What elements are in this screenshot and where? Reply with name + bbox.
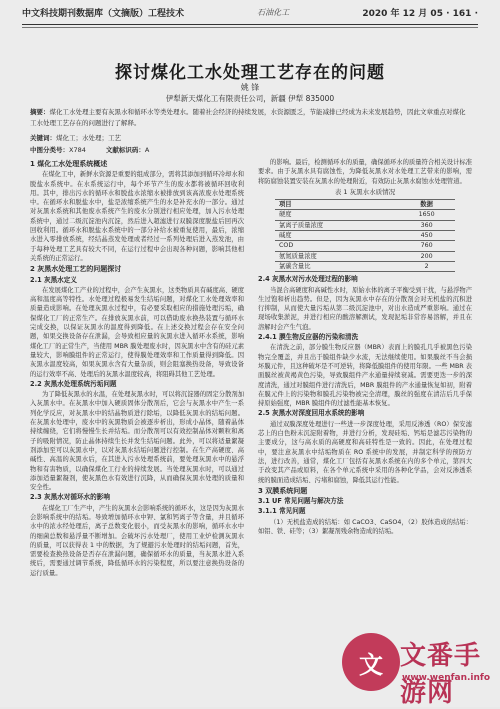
keywords-text: 煤化工；水处理；工艺 [56,134,121,142]
clc-label: 中图分类号： [30,146,69,154]
body-column-left [30,158,244,686]
section-heading: 2.1 灰黑水定义 [30,275,77,284]
abstract-text: 煤化工水处理主要有灰黑水和循环水等类处理水。随着社会经济的持续发展，水资源匮乏，节能减排已经成为未来发展趋势，因此文章重点对煤化工水处理工艺存在的问题进行了解释。 [30,108,466,127]
section-heading: 3.1 UF 常见问题与解决方法 [258,497,344,506]
clc-number [30,145,86,154]
body-paragraph: 在煤化工厂生产中，产生的灰黑水会影响系统的循环水，这是因为灰黑水会影响系统中的结垢。导致增加循环水中钾、氯和钙离子等含量，并且循环水中的浓水经处理后，离子总数变化很小，而受灰黑水的影响，循环水水中的细菌总数和悬浮量不断增加。会破坏污水处理厂，使用工业炉检测灰黑水的质量，可以获得表 1 中的数据，为了规避污水处理时的结垢问题，首先，需要检查换热设备是否存在泄漏问题，确保循环水的质量，当灰黑水进入系统后，需要通过调节系统，降低循环水的污染程度，所以要注意换热设备的运行质量。 [30,504,244,577]
table-header-value: 数据 [398,200,455,210]
body-paragraph: 在清洗之前，部分膜生物反应器（MBR）表面上的膜孔几乎被黑色污染物完全覆盖，并且出于膜组件缺少水流，无法继续使用。如果膜丝不当会损坏膜元件，且这种破坏是不可逆转，将降低膜组件的使用年限。一些 MBR 表面膜丝被黄褐黄色污染，导致膜组件产水通量持续衰减。需要更迭一步的深度清洗，通过对膜组件进行清洗后，MBR 膜组件的产水通量恢复如初，附着在膜元件上的污染物和膜孔污染物被完全清理，膜丝的强度在清洁后几乎保持原始强度，MBR 膜组件的过滤性能基本恢复。 [258,344,472,408]
body-paragraph: 当混合高硬度和高碱性水时，原始水体的离子平衡受到干扰，与悬浮物产生过饱和析出趋势。但是，因为灰黑水中存在的分散剂会对无机盐的沉积进行抑制，从而使大量污垢从第二级沉淀池中，对出水造成严重影响。通过在现场收集淤泥，并进行相应的酸溶解测试，发现泥垢非常容易溶解，并且在溶解时会产生气泡。 [258,286,472,331]
water-quality-table [275,199,455,272]
doc-label: 文献标识码： [105,146,145,154]
table-cell-value: 2 [398,261,455,271]
table-cell-value: 200 [398,251,455,261]
table-cell-item: COD [275,241,398,251]
section-heading: 2 灰黑水处理工艺的问题探讨 [30,265,122,274]
table-body [275,210,455,272]
section-heading: 2.2 灰黑水处理系统污垢问题 [30,379,117,388]
table-row [275,220,455,230]
section-heading: 3.1.1 常见问题 [258,507,306,516]
section-name: 石油化工 [257,7,290,17]
clc-value: X784 [69,146,86,154]
watermark-name: 文番手游网 [400,641,482,708]
body-paragraph: 在煤化工中，新鲜水资源是重要的组成部分，需将其添加到循环冷却水和脱盐水系统中。在水系统运行中，每个环节产生的废水都将被循环回收利用。其中，排出污水的循环水和脱盐水浓缩水被排放到该高浓废水处理系统中。在循环水和脱盐水中，盐是浓缩系统产生的水是补充水的一部分。通过对灰黑水系统和其他废水系统产生的废水分别进行相应处理，加入污水处理系统中，通过二级沉淀池内沉淀，然后进入超滤进行双膜深度脱盐后回再次回收利用。循环水和脱盐水系统中的一部分补给水被重复使用，最后，浓缩水进入零排放系统，经结晶蒸发处理或者经过一系列处理后进入蒸发池，由于每种处理工艺具有较大不同，在运行过程中会出现各种问题，影响其他相关系统的正常运行。 [30,171,244,262]
watermark-url: www.wenfan.info [402,673,491,683]
keywords [30,133,470,142]
section-heading: 3 双膜系统问题 [258,486,308,495]
section-heading: 2.3 灰黑水对循环水的影响 [30,493,110,502]
issue-date-page: 2020 年 12 月 05 · 161 · [362,8,478,19]
header-rule [22,24,478,25]
table-row [275,231,455,241]
abstract [30,107,470,128]
document-code [106,145,149,154]
journal-name: 中文科技期刊数据库（文摘版）工程技术 [22,8,185,19]
table-row [275,261,455,271]
body-paragraph: 的影响。最后，检测循环水的质量，确保循环水的质量符合相关设计标准要求。由于灰黑水具有腐蚀性，为降低灰黑水对水处理工艺带来的影响，需将防腐蚀装置安装在灰黑水的处理附近，有效防止灰黑水腐蚀水处理管道。 [258,159,472,185]
classification-line [30,145,470,154]
right-column-body [258,275,472,536]
section-heading: 2.4 灰黑水对污水处理过程的影响 [258,275,358,284]
section-heading: 2.5 灰黑水对深度回用水系统的影响 [258,409,365,418]
section-heading: 1 煤化工水处理系统概述 [30,160,108,168]
author-affiliation: 伊犁新天煤化工有限责任公司，新疆 伊犁 835000 [165,94,335,103]
table-cell-item: 碱度 [275,231,398,241]
table-cell-value: 360 [398,220,455,230]
running-header [0,0,500,24]
table-cell-item: 氯离子质量浓度 [275,220,398,230]
body-column-right [258,158,472,686]
site-watermark [342,629,491,708]
table-caption: 表 1 灰黑水水质情况 [334,187,396,196]
table-header-item: 项目 [275,200,398,210]
doc-value: A [144,146,150,154]
author-name: 姚 锋 [240,83,260,92]
table-row [275,241,455,251]
abstract-label: 摘要： [30,108,50,116]
right-column-intro [258,158,472,186]
section-heading: 2.4.1 膜生物反应器的污染和清洗 [258,333,359,342]
table-cell-item: 氨氮质量浓度 [275,251,398,261]
table-row [275,251,455,261]
table-cell-item: 氯碳含量比 [275,261,398,271]
header-rule-thin [22,27,478,28]
table-cell-value: 760 [398,241,455,251]
watermark-logo: 文 [342,633,400,691]
body-paragraph: 在发展煤化工产业的过程中，会产生灰黑水，这类物质具有碱度高、硬度高和温度高等特性。水处理过程极易发生结垢问题，对煤化工水处理效率和质量造成影响。在处理灰黑水过程中，有必要采取相应的措施处理污垢，确保煤化工厂的正常生产。在排放灰黑水前，可以借助废水换热装置与循环水完成交换，以保证灰黑水的温度得到降低。在上述交换过程会存在安全问题，如果交换设备存在泄漏，会导致相应量的灰黑水进入循环水系统，影响煤化工厂的正常生产，当使用 MBR 膜处理废水时，因灰黑水中含有的硅元素量较大，影响膜组件的正常运行，使得膜处理效率和工作质量得到降低。因灰黑水温度较高，如果灰黑水含有大量杂质，则会阻塞换热设备，导致设备的运行效率不高、处理后的灰黑水温度较高，将阻碍其他工艺处理。 [30,286,244,378]
table-header-row [275,200,455,210]
table-cell-item: 硬度 [275,210,398,220]
body-paragraph: 通过双膜深度处理进行一些进一步深度处理，采用反渗透（RO）保安滤芯上的白色粉末沉淀附着物，并进行分析，发现硅垢、钙垢是滤芯污染物的主要成分，这与高水质的高硬度和高硅特性是一致的。因此，在处理过程中，要注意灰黑水中结垢物质在 RO 系统中的发展，并制定科学的预防方法，进行改善，通常，煤化工厂包括有灰黑水系统在内的多个单元，第四大于改变其产品或原料，在各个单元系统中采用的各种化学品，会对反渗透系统的膜面造成结垢、污堵和腐蚀，降低其运行性能。 [258,420,472,484]
keywords-label: 关键词： [30,134,56,142]
table-cell-value: 450 [398,231,455,241]
paper-title: 探讨煤化工水处理工艺存在的问题 [115,63,385,83]
body-paragraph: 为了降低灰黑水的水温，在处理灰黑水时，可以将沉淀器的固定分散剂加入灰黑水中。在灰黑水中加入硬质固体分散剂后，它会与灰黑水中产生一系列化学反应，对灰黑水中的结晶物质进行除垢，以降低灰黑水的结垢问题。在灰黑水处理中，废水中的灰黑物质会被逐步析出，形成小晶体，随着晶体持续缠绕，它们将慢慢生长并结垢。而分散剂可以有效控制晶体对颗粒和离子的吸附情况，防止晶体持续生长并发生结垢问题。此外，可以将适量絮凝剂添加至可以灰黑水中，以对灰黑水结垢问题进行控制。在生产高硬度、高碱性、高温的灰黑水后，在其进入污水处理系统前，要处理灰黑水中的悬浮物和有害物质，以确保煤化工行业的持续发展。当处理灰黑水时，可以通过添加适量絮凝剂，使灰黑色水有效进行沉降，从而确保灰黑水处理的质量和安全性。 [30,391,244,492]
table-cell-value: 1650 [398,210,455,220]
body-paragraph: （1）无机盐造成的结垢：如 CaCO3、CaSO4，（2）胶体造成的结垢：如铝、铁、硅等；（3）絮凝剂残余物造成的结垢。 [258,518,472,535]
table-row [275,210,455,220]
